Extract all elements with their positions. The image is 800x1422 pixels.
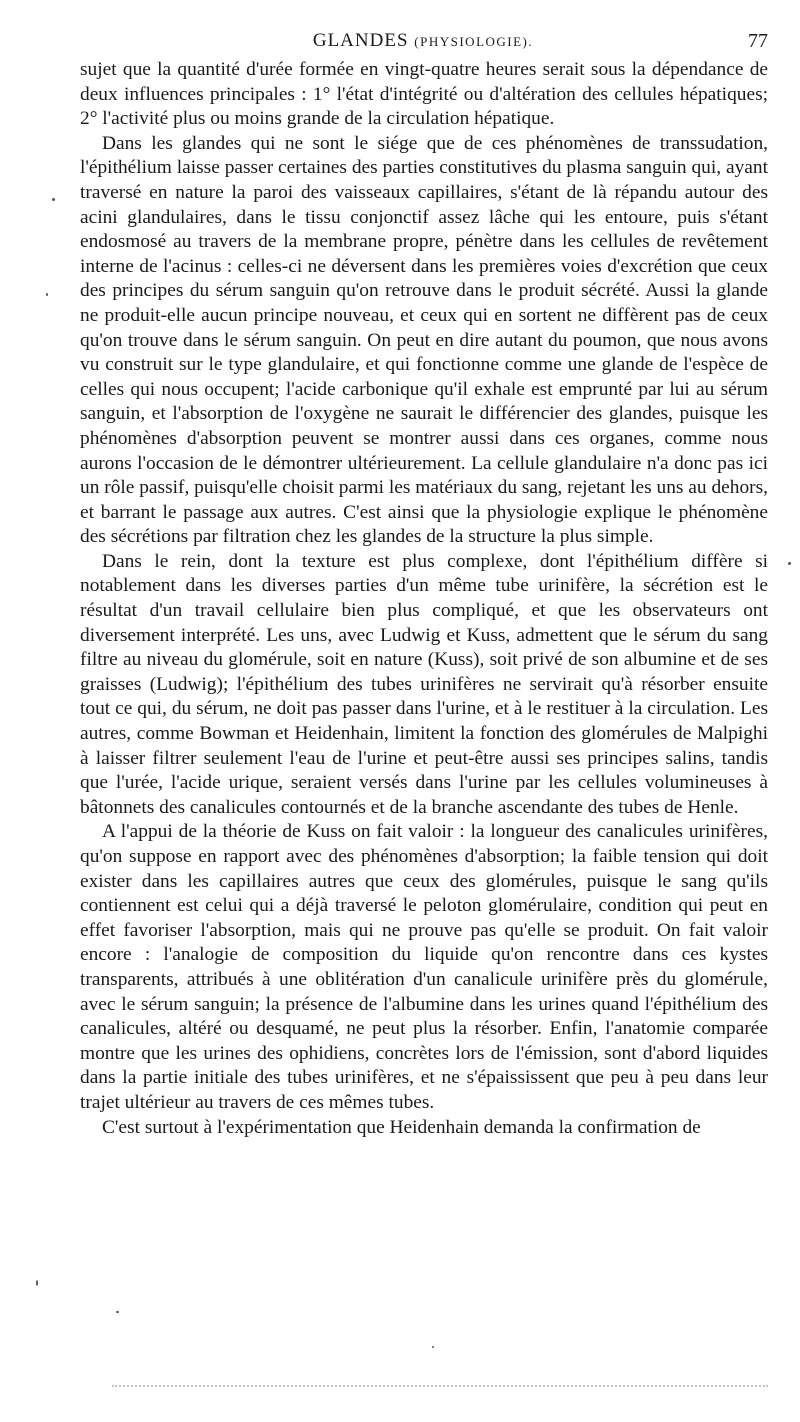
running-title-main: GLANDES	[312, 30, 409, 51]
scan-speck	[46, 293, 48, 296]
scan-speck	[432, 1346, 434, 1348]
scan-speck	[36, 1280, 38, 1286]
scan-artifact-line	[112, 1385, 768, 1389]
paragraph: A l'appui de la théorie de Kuss on fait valoir : la longueur des canalicules urinifères, qu'on suppose en rapport avec des phénomènes d'absorption; la faible tension qui doit exister dans les capillaires autres que ceux des glomérules, puisque le sang qu'ils contiennent est celui qui a déjà traversé le peloton glomérulaire, condition qui peut en effet favoriser l'absorption, mais qui ne prouve pas qu'elle se produit. On fait valoir encore : l'analogie de composition du liquide qu'on rencontre dans ces kystes transparents, attribués à une oblitération d'un canalicule urinifère près du glomérule, avec le sérum sanguin; la présence de l'albumine dans les urines quand l'épithélium des canalicules, altéré ou desquamé, ne peut plus la résorber. Enfin, l'anatomie comparée montre que les urines des ophidiens, concrètes lors de l'émission, sont d'abord liquides dans la partie initiale des tubes urinifères, et ne s'épaississent que peu à peu dans leur trajet ultérieur au travers de ces mêmes tubes.	[80, 821, 768, 1113]
running-title-subtitle: (PHYSIOLOGIE).	[414, 34, 534, 49]
scan-speck	[788, 562, 791, 565]
body-text	[80, 58, 768, 1140]
page-number: 77	[748, 30, 768, 52]
scan-speck	[52, 198, 55, 201]
paragraph-continuation: sujet que la quantité d'urée formée en vingt-quatre heures serait sous la dépendance de deux influences principales : 1° l'état d'intégrité ou d'altération des cellules hépatiques; 2° l'activité plus ou moins grande de la circulation hépatique.	[80, 59, 768, 130]
running-title	[78, 30, 768, 52]
page-header	[78, 30, 768, 56]
paragraph: Dans les glandes qui ne sont le siége que de ces phénomènes de transsudation, l'épithélium laisse passer certaines des parties constitutives du plasma sanguin qui, ayant traversé en nature la paroi des vaisseaux capillaires, s'étant de là répandu autour des acini glandulaires, dans le tissu conjonctif assez lâche qui les entoure, puis s'étant endosmosé au travers de la membrane propre, pénètre dans les cellules de revêtement interne de l'acinus : celles-ci ne déversent dans les premières voies d'excrétion que ceux des principes du sérum sanguin qu'on retrouve dans le produit sécrété. Aussi la glande ne produit-elle aucun principe nouveau, et ceux qui en sortent ne diffèrent pas de ceux qu'on trouve dans le sérum sanguin. On peut en dire autant du poumon, que nous avons vu construit sur le type glandulaire, et qui fonctionne comme une glande de l'espèce de celles qui nous occupent; l'acide carbonique qu'il exhale est emprunté par lui au sérum sanguin, et l'absorption de l'oxygène ne saurait le différencier des glandes, puisque les phénomènes d'absorption peuvent se montrer aussi dans ces organes, comme nous aurons l'occasion de le démontrer ultérieurement. La cellule glandulaire n'a donc pas ici un rôle passif, puisqu'elle choisit parmi les matériaux du sang, rejetant les uns au dehors, et barrant le passage aux autres. C'est ainsi que la physiologie explique le phénomène des sécrétions par filtration chez les glandes de la structure la plus simple.	[80, 132, 768, 548]
paragraph: Dans le rein, dont la texture est plus complexe, dont l'épithélium diffère si notablement dans les diverses parties d'un même tube urinifère, la sécrétion est le résultat d'un travail cellulaire bien plus compliqué, et que les observateurs ont diversement interprété. Les uns, avec Ludwig et Kuss, admettent que le sérum du sang filtre au niveau du glomérule, soit en nature (Kuss), soit privé de son albumine et de ses graisses (Ludwig); l'épithélium des tubes urinifères ne servirait qu'à résorber ensuite tout ce qui, du sérum, ne doit pas passer dans l'urine, et à le restituer à la circulation. Les autres, comme Bowman et Heidenhain, limitent la fonction des glomérules de Malpighi à laisser filtrer seulement l'eau de l'urine et peut-être aussi ses principes salins, tandis que l'urée, l'acide urique, seraient versés dans l'urine par les cellules volumineuses à bâtonnets des canalicules contournés et de la branche ascendante des tubes de Henle.	[80, 550, 768, 818]
scan-speck	[116, 1311, 119, 1313]
paragraph-final: C'est surtout à l'expérimentation que Heidenhain demanda la confirmation de	[102, 1116, 701, 1138]
